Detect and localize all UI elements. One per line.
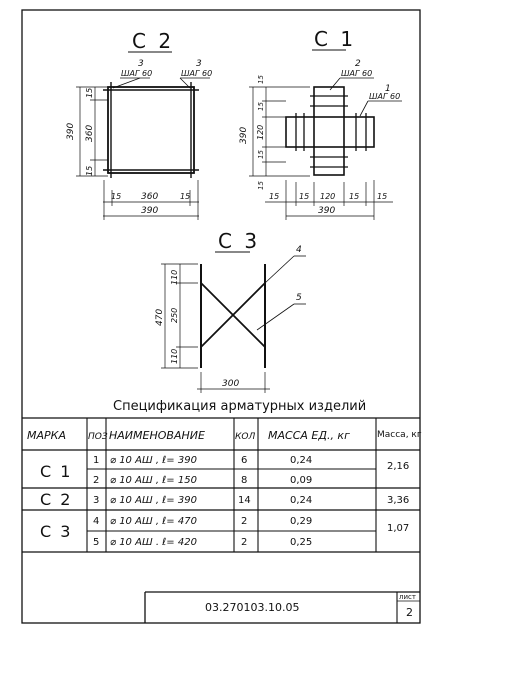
row1-name: ⌀ 10 АШ , ℓ= 390 (110, 455, 197, 466)
row1-mass-unit: 0,24 (290, 455, 313, 466)
c2-dim-bottom-b: 15 (180, 192, 191, 201)
c1-dim-bottom-5: 15 (377, 192, 388, 201)
header-poz: ПОЗ (88, 432, 108, 442)
c1-callout1-num: 2 (355, 59, 361, 69)
row2-kol: 8 (241, 475, 248, 486)
sheet-label: лист (399, 593, 416, 601)
row3-mass-unit: 0,24 (290, 495, 313, 506)
c1-dim-left-2: 15 (257, 102, 265, 111)
row4-marka: С 3 (40, 522, 73, 541)
row2-mass-unit: 0,09 (290, 475, 313, 486)
c1-dim-left-1: 15 (257, 75, 265, 84)
c1-dim-left-5: 15 (257, 181, 265, 190)
header-marka: МАРКА (27, 429, 66, 442)
c1-dim-bottom-3: 120 (320, 192, 336, 201)
row1-mass: 2,16 (387, 461, 410, 472)
row2-poz: 2 (93, 475, 100, 486)
c3-dim-left-bot: 110 (170, 348, 179, 364)
c2-dim-left-mid: 360 (85, 124, 95, 142)
c1-dim-bottom-4: 15 (349, 192, 360, 201)
spec-title: Спецификация арматурных изделий (113, 399, 367, 414)
row3-mass: 3,36 (387, 495, 410, 506)
c1-title: С 1 (314, 27, 357, 51)
row2-name: ⌀ 10 АШ , ℓ= 150 (110, 475, 197, 486)
c3-title: С 3 (218, 229, 261, 253)
row1-poz: 1 (93, 455, 100, 466)
c1-dim-bottom-total: 390 (318, 206, 336, 216)
c1-callout2-text: ШАГ 60 (369, 92, 401, 101)
row3-poz: 3 (93, 495, 100, 506)
c2-title: С 2 (132, 29, 175, 53)
c2-dim-left-top: 15 (85, 87, 94, 98)
c3-dim-left-total: 470 (155, 308, 165, 326)
c2-dim-left-total: 390 (66, 122, 76, 140)
c2-dim-bottom-a: 15 (111, 192, 122, 201)
row5-kol: 2 (241, 537, 248, 548)
row3-kol: 14 (238, 495, 251, 506)
c3-dim-bottom: 300 (222, 379, 240, 389)
spec-table-grid (22, 418, 420, 552)
c1-dim-bottom-2: 15 (299, 192, 310, 201)
c3-dim-left-mid: 250 (170, 307, 179, 323)
c2-dim-left-bot: 15 (85, 165, 94, 176)
c2-callout1-text: ШАГ 60 (121, 69, 153, 78)
row3-marka: С 2 (40, 490, 73, 509)
drawing-c3 (161, 256, 306, 393)
row3-name: ⌀ 10 АШ , ℓ= 390 (110, 495, 197, 506)
row4-mass: 1,07 (387, 523, 410, 534)
row1-marka: С 1 (40, 462, 73, 481)
c2-callout2-num: 3 (196, 59, 202, 69)
row4-kol: 2 (241, 516, 248, 527)
header-name: НАИМЕНОВАНИЕ (109, 429, 205, 442)
c3-callout2-num: 5 (296, 293, 302, 303)
row4-name: ⌀ 10 АШ , ℓ= 470 (110, 516, 197, 527)
row5-poz: 5 (93, 537, 100, 548)
row4-poz: 4 (93, 516, 100, 527)
c2-callout1-num: 3 (138, 59, 144, 69)
row5-name: ⌀ 10 АШ . ℓ= 420 (110, 537, 197, 548)
header-kol: КОЛ (235, 432, 256, 442)
c1-callout2-num: 1 (385, 84, 391, 94)
c1-dim-left-3: 120 (256, 124, 265, 140)
c1-dim-left-total: 390 (239, 126, 249, 144)
sheet-number: 2 (406, 606, 413, 619)
c3-dim-left-top: 110 (170, 269, 179, 285)
row1-kol: 6 (241, 455, 248, 466)
c2-callout2-text: ШАГ 60 (181, 69, 213, 78)
doc-number: 03.270103.10.05 (205, 601, 300, 614)
header-mass-unit: МАССА ЕД., кг (268, 429, 350, 442)
c2-dim-bottom-mid: 360 (141, 192, 159, 202)
c1-dim-bottom-1: 15 (269, 192, 280, 201)
row5-mass-unit: 0,25 (290, 537, 313, 548)
c1-dim-left-4: 15 (257, 150, 265, 159)
c2-dim-bottom-total: 390 (141, 206, 159, 216)
c1-callout1-text: ШАГ 60 (341, 69, 373, 78)
c3-callout1-num: 4 (296, 245, 302, 255)
row4-mass-unit: 0,29 (290, 516, 313, 527)
header-mass: Масса, кг (377, 430, 422, 440)
